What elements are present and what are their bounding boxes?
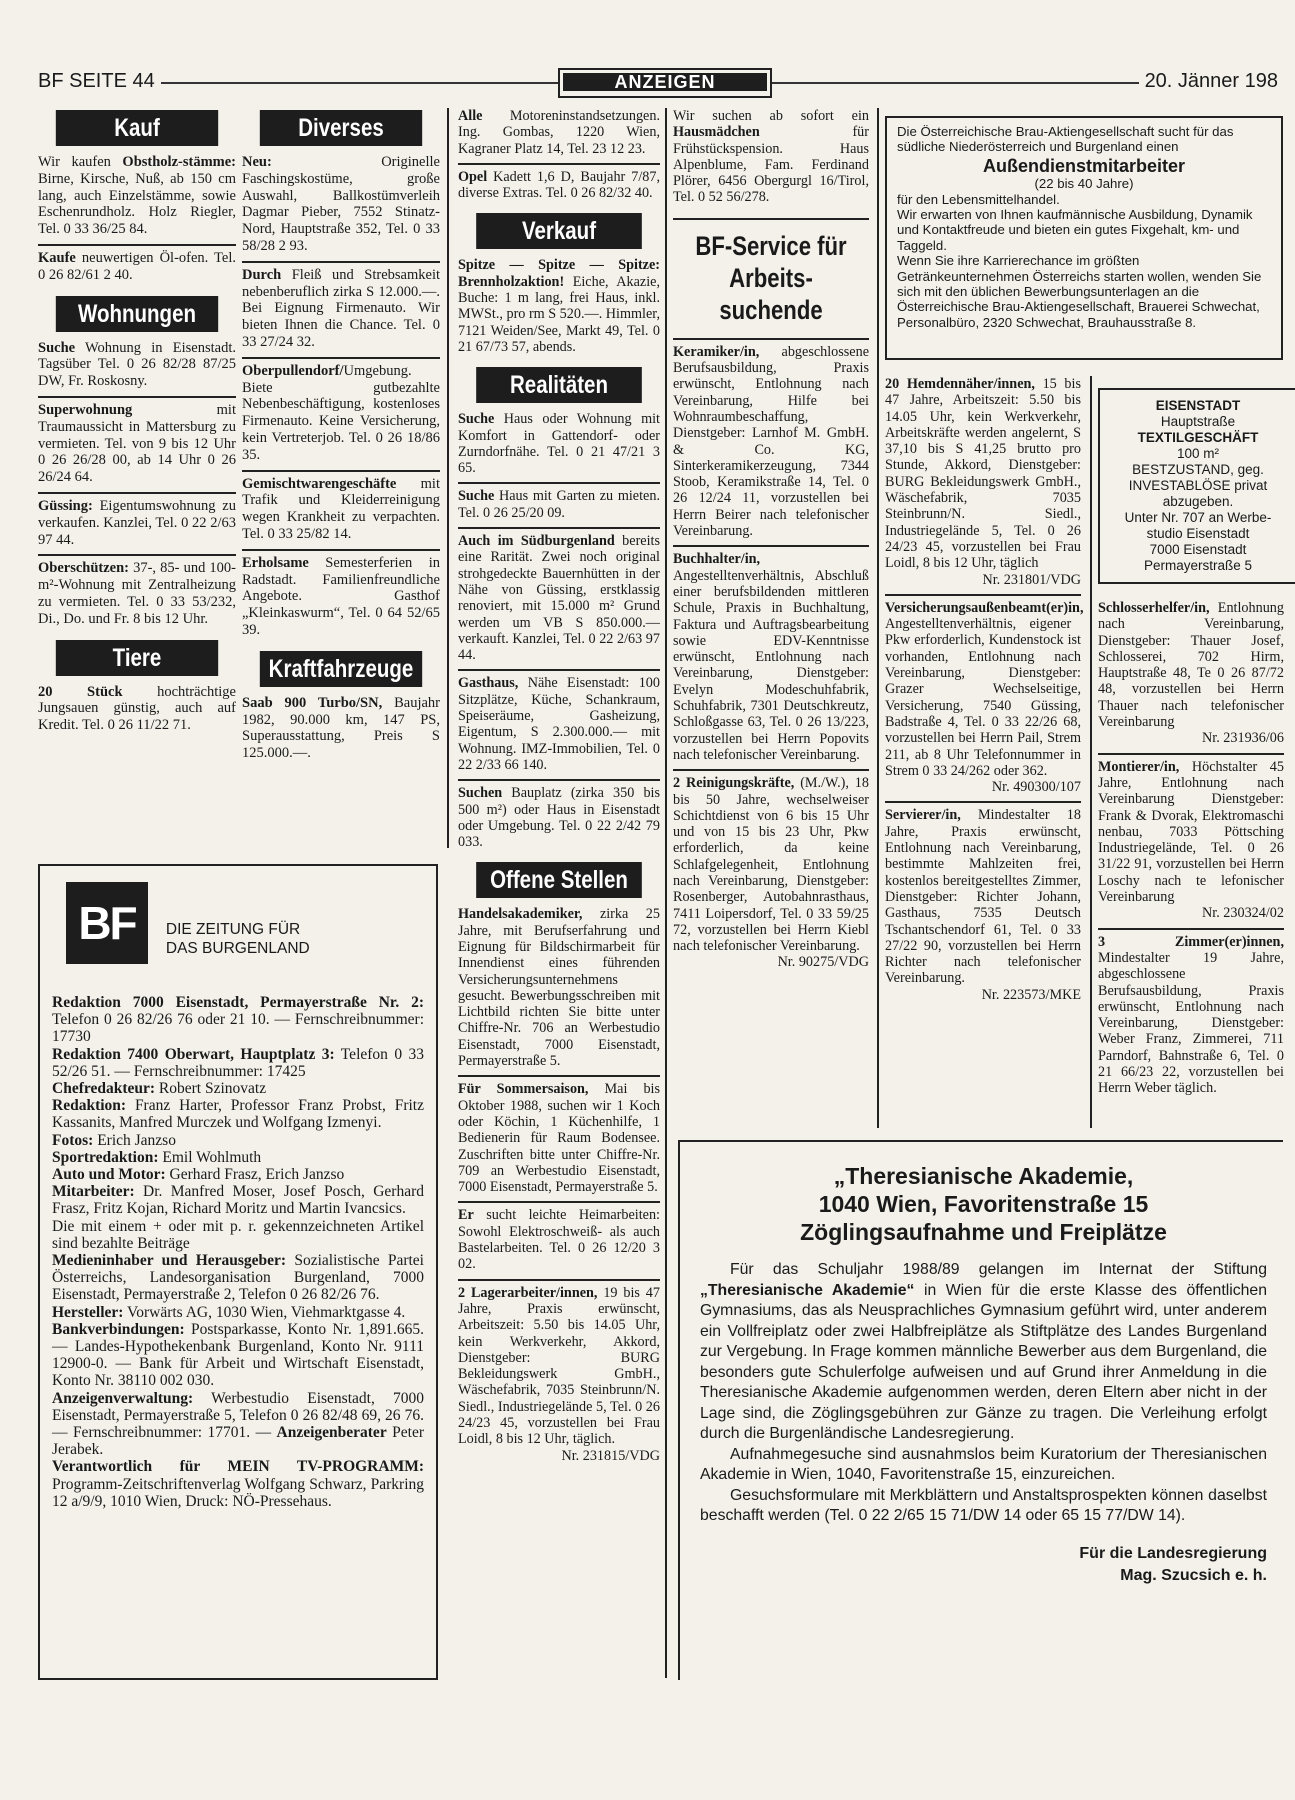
category-tiere: Tiere: [56, 640, 218, 676]
column-3: [458, 108, 660, 1464]
tagline-2: DAS BURGENLAND: [165, 940, 310, 957]
classified-ad: Wir kaufen Obstholz-stämme: Birne, Kirsche, Nuß, ab 150 cm lang, auch Einzelstämme, sowie Eschenrundholz. Holz Riegler, Tel. 0 33 36/25 84.: [38, 154, 236, 238]
notice-paragraph: Gesuchsformulare mit Merkblättern und Anstaltsprospekten können daselbst beschafft werden (Tel. 0 22 2/65 15 71/DW 14 oder 65 15 77/DW 14).: [700, 1486, 1267, 1524]
classified-ad: Auch im Südburgenland bereits eine Rarität. Zwei noch original strohgedeckte Bauernhütten in der Nähe von Güssing, erstklassig renoviert, mit 15.000 m² Grund werden um VB S 850.000.— verkauft. Kanzlei, Tel. 0 22 2/63 97 44.: [458, 533, 660, 664]
column-rule: [447, 108, 449, 848]
category-kraftfahrzeuge: Kraftfahrzeuge: [260, 651, 422, 687]
column-2: [242, 108, 440, 762]
classified-ad: Kaufe neuwertigen Öl-ofen. Tel. 0 26 82/61 2 40.: [38, 249, 236, 283]
classified-ad: Gemischtwarengeschäfte mit Trafik und Kleiderreinigung wegen Krankheit zu verpachten. Tel. 0 33 25/82 14.: [242, 475, 440, 542]
job-listing: Montierer/in, Höchstalter 45 Jahre, Entlohnung nach Vereinbarung Dienstgeber: Frank & Dvorak, Elektromaschi nenbau, 7033 Pöttsching Industriegelände, Tel. 0 26 31/22 91, vorzustellen bei Herrn Loschy nach te lefonischer Vereinbarung Nr. 230324/02: [1098, 758, 1284, 922]
classified-ad: Handelsakademiker, zirka 25 Jahre, mit Berufserfahrung und Eignung für Bildschirmarbeit für Innendienst eines führenden Versicherungsunternehmens gesucht. Bewerbungsschreiben mit Lichtbild richten Sie bitte unter Chiffre-Nr. 706 an Werbestudio Eisenstadt, 7000 Eisenstadt, Permayerstraße 5.: [458, 906, 660, 1070]
column-6: [1098, 600, 1284, 1097]
classified-ad: 2 Lagerarbeiter/innen, 19 bis 47 Jahre, Praxis erwünscht, Arbeitszeit: 5.50 bis 14.05 Uhr, kein Werkverkehr, Akkord, Dienstgeber: BURG Bekleidungswerk GmbH., Wäschefabrik, 7035 Steinbrunn/N. Siedl., Industriegelände 5, Tel. 0 26 24/23 45, vorzustellen bei Frau Loidl, 8 bis 12 Uhr, täglich. Nr. 231815/VDG: [458, 1284, 660, 1464]
tagline-1: DIE ZEITUNG FÜR: [165, 921, 301, 938]
bf-logo: BF: [66, 882, 148, 964]
classified-ad: Durch Fleiß und Strebsamkeit nebenberuflich zirka S 12.000.—. Bei Eignung Firmenauto. Wir bieten Ihnen die Chance. Tel. 0 33 27/24 32.: [242, 266, 440, 350]
issue-date: 20. Jänner 198: [1139, 70, 1278, 93]
job-listing: 3 Zimmer(er)innen, Mindestalter 19 Jahre, abgeschlossene Berufsausbildung, Praxis erwünscht, Entlohnung nach Vereinbarung, Dienstgeber: Weber Franz, Zimmerei, 711 Parndorf, Bahnstraße 6, Tel. 0 21 66/23 22, vorzustellen bei Herrn Weber täglich.: [1098, 933, 1284, 1097]
classified-ad: Neu: Originelle Faschingskostüme, große Auswahl, Ballkostümverleih Dagmar Pieber, 7552 Stinatz-Nord, Hauptstraße 352, Tel. 0 33 58/28 2 93.: [242, 154, 440, 254]
category-offene-stellen: Offene Stellen: [476, 862, 642, 898]
masthead: [52, 876, 424, 964]
classified-ad: Güssing: Eigentumswohnung zu verkaufen. Kanzlei, Tel. 0 22 2/63 97 44.: [38, 497, 236, 548]
textilgeschaeft-ad: EISENSTADT Hauptstraße TEXTILGESCHÄFT 100 m² BESTZUSTAND, geg. INVESTABLÖSE privat abzugeben. Unter Nr. 707 an Werbe- studio Eisenstadt 7000 Eisenstadt Permayerstraße 5: [1098, 388, 1295, 584]
classified-ad: Er sucht leichte Heimarbeiten: Sowohl Elektroschweiß- als auch Bastelarbeiten. Tel. 0 26 12/20 3 02.: [458, 1207, 660, 1273]
classified-ad: Superwohnung mit Traumaussicht in Mattersburg zu vermieten. Tel. von 9 bis 12 Uhr 0 26 26/28 00, ab 14 Uhr 0 26 26/24 64.: [38, 401, 236, 486]
classified-ad: Für Sommersaison, Mai bis Oktober 1988, suchen wir 1 Koch oder Köchin, 1 Küchenhilfe, 1 Bedienerin für Raum Bodensee. Zuschriften bitte unter Chiffre-Nr. 709 an Werbestudio Eisenstadt, 7000 Eisenstadt, Permayerstraße 5.: [458, 1081, 660, 1196]
job-listing: 2 Reinigungskräfte, (M./W.), 18 bis 50 Jahre, wechselweiser Schichtdienst von 6 bis 15 Uhr und von 15 bis 23 Uhr, Pkw erforderlich, da keine Schlafgelegenheit, Entlohnung nach Vereinbarung, Dienstgeber: Rosenberger, Autobahnrasthaus, 7411 Loipersdorf, Tel. 0 33 59/25 72, vorzustellen bei Herrn Kiebl nach telefonischer Vereinbarung. Nr. 90275/VDG: [673, 775, 869, 971]
column-5: [885, 376, 1084, 1003]
page-header: [38, 70, 1278, 98]
job-listing: Servierer/in, Mindestalter 18 Jahre, Praxis erwünscht, Entlohnung nach Vereinbarung, bestimmte Mahlzeiten frei, kostenlos bereitgestelltes Zimmer, Dienstgeber: Richter Johann, Gasthaus, 7535 Deutsch Tschantschendorf 61, Tel. 0 33 27/22 90, vorzustellen bei Herrn Richter nach telefonischer Vereinbarung. Nr. 223573/MKE: [885, 807, 1081, 1003]
job-listing: Schlosserhelfer/in, Entlohnung nach Vereinbarung, Dienstgeber: Thauer Josef, Schlosserei, 702 Hirm, Hauptstraße 48, Te 0 26 87/72 48, vorzustellen bei Herrn Thauer nach telefonischer Vereinbarung Nr. 231936/06: [1098, 600, 1284, 747]
signature-line-2: Mag. Szucsich e. h.: [1120, 1566, 1267, 1584]
classified-ad: Opel Kadett 1,6 D, Baujahr 7/87, diverse Extras. Tel. 0 26 82/32 40.: [458, 168, 660, 202]
notice-title-1: „Theresianische Akademie,: [833, 1163, 1134, 1189]
category-realitaeten: Realitäten: [476, 367, 642, 403]
notice-paragraph: Für das Schuljahr 1988/89 gelangen im Internat der Stiftung „Theresianische Akademie“ in Wien für die erste Klasse des öffentlichen Gymnasiums, das als Neusprachliches Gymnasium geführt wird, unter anderem ein Vollfreiplatz oder zwei Halbfreiplätze als Stiftplätze des Landes Burgenland zur Vergebung. In Frage kommen männliche Bewerber aus dem Burgenland, die besonders gute Schulerfolge aufweisen und auf Grund ihrer Anmeldung in die Theresianische Akademie aufgenommen werden, deren Eltern aber nicht in der Lage sind, die Zöglingsgebühren zur Gänze zu tragen. Die Verleihung erfolgt durch die Burgenländische Landesregierung.: [700, 1261, 1267, 1442]
column-1: [38, 108, 236, 734]
page-number: BF SEITE 44: [38, 70, 161, 93]
column-rule: [1090, 376, 1092, 1128]
category-kauf: Kauf: [56, 110, 218, 146]
job-listing: Versicherungsaußenbeamt(er)in, Angestelltenverhältnis, eigener Pkw erforderlich, Kundenstock ist vorhanden, Entlohnung nach Vereinbarung, Dienstgeber: Grazer Wechselseitige, Versicherung, 7540 Güssing, Badstraße 4, Tel. 0 33 22/26 68, vorzustellen bei Herrn Pail, Strem 211, ab 8 Uhr Telefonnummer in Strem 0 33 24/262 oder 362. Nr. 490300/107: [885, 599, 1084, 796]
classified-ad: Oberschützen: 37-, 85- und 100-m²-Wohnung mit Zentralheizung zu vermieten. Tel. 0 33 53/232, Di., Do. und Fr. 8 bis 12 Uhr.: [38, 560, 236, 627]
classified-ad: Suchen Bauplatz (zirka 350 bis 500 m²) oder Haus in Eisenstadt oder Umgebung. Tel. 0 22 2/42 79 033.: [458, 785, 660, 851]
notice-paragraph: Aufnahmegesuche sind ausnahmslos beim Kuratorium der Theresianischen Akademie in Wien, 1040, Favoritenstraße 15, einzureichen.: [700, 1445, 1267, 1483]
category-diverses: Diverses: [260, 110, 422, 146]
classified-ad: Wir suchen ab sofort ein Hausmädchen für Frühstückspension. Haus Alpenblume, Fam. Ferdinand Plörer, 6456 Obergurgl 16/Tirol, Tel. 0 52 56/278.: [673, 108, 869, 206]
classified-ad: Suche Wohnung in Eisenstadt. Tagsüber Tel. 0 26 82/28 87/25 DW, Fr. Roskosny.: [38, 339, 236, 390]
impressum-box: [38, 864, 438, 1680]
notice-title-2: 1040 Wien, Favoritenstraße 15: [818, 1191, 1149, 1217]
classified-ad: Spitze — Spitze — Spitze: Brennholzaktion! Eiche, Akazie, Buche: 1 m lang, frei Haus, inkl. MWSt., pro rm S 520.—. Himmler, 7121 Weiden/See, Markt 49, Tel. 0 21 67/73 57, abends.: [458, 257, 660, 355]
job-listing: 20 Hemdennäher/innen, 15 bis 47 Jahre, Arbeitszeit: 5.50 bis 14.05 Uhr, kein Werkverkehr, Arbeitskräfte werden angelernt, S 37,10 bis S 41,25 brutto pro Stunde, Akkord, Dienstgeber: BURG Bekleidungswerk GmbH., Wäschefabrik, 7035 Steinbrunn/N. Siedl., Industriegelände 5, Tel. 0 26 24/23 45, vorzustellen bei Frau Loidl, 8 bis 12 Uhr, täglich Nr. 231801/VDG: [885, 376, 1081, 588]
section-label: [558, 68, 772, 98]
job-listing: Buchhalter/in, Angestelltenverhältnis, Abschluß einer berufsbildenden mittleren Schule, Praxis in Buchhaltung, Faktura und Auftragsbearbeitung sowie EDV-Kenntnisse erwünscht, Entlohnung nach Vereinbarung, Dienstgeber: Evelyn Modeschuhfabrik, Schuhfabrik, 7301 Deutschkreutz, Schloßgasse 63, Tel. 0 26 13/223, vorzustellen bei Herrn Popovits nach telefonischer Vereinbarung.: [673, 551, 869, 763]
category-verkauf: Verkauf: [476, 213, 642, 249]
brau-title: Außendienstmitarbeiter: [982, 155, 1186, 176]
brau-ad: Die Österreichische Brau-Aktiengesellschaft sucht für das südliche Niederösterreich und Burgenland einen Außendienstmitarbeiter (22 bis 40 Jahre) für den Lebensmittelhandel. Wir erwarten von Ihnen kaufmännische Ausbildung, Dynamik und Kontaktfreude und bieten ein gutes Fixgehalt, km- und Taggeld. Wenn Sie ihre Karrierechance im größten Getränkeunternehmen Österreichs starten wollen, wenden Sie sich mit den üblichen Bewerbungsunterlagen an die Österreichische Brau-Aktiengesellschaft, Brauerei Schwechat, Personalbüro, 2320 Schwechat, Brauhausstraße 8.: [885, 116, 1283, 360]
column-rule: [877, 108, 879, 1128]
impressum-text: Redaktion 7000 Eisenstadt, Permayerstraße Nr. 2: Telefon 0 26 82/26 76 oder 21 10. — Fernschreibnummer: 17730 Redaktion 7400 Oberwart, Hauptplatz 3: Telefon 0 33 52/26 51. — Fernschreibnummer: 17425 Chefredakteur: Robert Szinovatz Redaktion: Franz Harter, Professor Franz Probst, Fritz Kassanits, Manfred Murczek und Wolfgang Izmenyi. Fotos: Erich Janzso Sportredaktion: Emil Wohlmuth Auto und Motor: Gerhard Frasz, Erich Janzso Mitarbeiter: Dr. Manfred Moser, Josef Posch, Gerhard Frasz, Fritz Kojan, Richard Moritz und Martin Ivancsics. Die mit einem + oder mit p. r. gekennzeichneten Artikel sind bezahlte Beiträge Medieninhaber und Herausgeber: Sozialistische Partei Österreichs, Landesorganisation Burgenland, 7000 Eisenstadt, Permayerstraße 2, Telefon 0 26 82/26 76. Hersteller: Vorwärts AG, 1030 Wien, Viehmarktgasse 4. Bankverbindungen: Postsparkasse, Konto Nr. 1,891.665. — Landes-Hypothekenbank Burgenland, Konto Nr. 9111 12900-0. — Bank für Arbeit und Wirtschaft Eisenstadt, Konto Nr. 38110 002 030. Anzeigenverwaltung: Werbestudio Eisenstadt, 7000 Eisenstadt, Permayerstraße 5, Telefon 0 26 82/48 69, 26 76. — Fernschreibnummer: 17701. — Anzeigenberater Peter Jerabek. Verantwortlich für MEIN TV-PROGRAMM: Programm-Zeitschriftenverlag Wolfgang Schwarz, Parkring 12 a/9/9, 1010 Wien, Druck: NÖ-Pressehaus.: [52, 994, 424, 1510]
classified-ad: Saab 900 Turbo/SN, Baujahr 1982, 90.000 km, 147 PS, Superausstattung, Preis S 125.000.—.: [242, 694, 440, 762]
classified-ad: Suche Haus oder Wohnung mit Komfort in Gattendorf- oder Zurndorfnähe. Tel. 0 21 47/21 3 65.: [458, 411, 660, 477]
section-label-text: ANZEIGEN: [563, 73, 767, 91]
classified-ad: Gasthaus, Nähe Eisenstadt: 100 Sitzplätze, Küche, Schankraum, Speiseräume, Gasheizung, Eigentum, S 2.300.000.— mit Wohnung. IMZ-Immobilien, Tel. 0 22 2/33 66 140.: [458, 675, 660, 773]
notice-title-3: Zöglingsaufnahme und Freiplätze: [800, 1219, 1167, 1245]
column-rule: [665, 108, 667, 1678]
service-heading: BF-Service für Arbeits-suchende: [695, 230, 847, 325]
signature-line-1: Für die Landesregierung: [1079, 1544, 1267, 1562]
column-4: [673, 108, 869, 971]
job-listing: Keramiker/in, abgeschlossene Berufsausbildung, Praxis erwünscht, Entlohnung nach Vereinbarung, Hilfe bei Wohnraumbeschaffung, Dienstgeber: Larnhof M. GmbH. & Co. KG, Sinterkeramikerzeugung, 7344 Stoob, Keramikstraße 14, Tel. 0 26 12/24 11, vorzustellen bei Herrn Beirer nach telefonischer Vereinbarung.: [673, 343, 869, 540]
classified-ad: Suche Haus mit Garten zu mieten. Tel. 0 26 25/20 09.: [458, 488, 660, 521]
category-wohnungen: Wohnungen: [56, 296, 218, 332]
classified-ad: Oberpullendorf/Umgebung. Biete gutbezahlte Nebenbeschäftigung, kostenloses Firmenauto. Keine Versicherung, kein Vertreterjob. Tel. 0 26 18/86 35.: [242, 362, 440, 463]
theresianische-akademie-notice: [678, 1140, 1283, 1680]
classified-ad: 20 Stück hochträchtige Jungsauen günstig, auch auf Kredit. Tel. 0 26 11/22 71.: [38, 683, 236, 734]
classified-ad: Erholsame Semesterferien in Radstadt. Familienfreundliche Angebote. Gasthof „Kleinkaswurm“, Tel. 0 64 52/65 39.: [242, 554, 440, 638]
classified-ad: Alle Motoreninstandsetzungen. Ing. Gombas, 1220 Wien, Kagraner Platz 14, Tel. 23 12 23.: [458, 108, 660, 157]
